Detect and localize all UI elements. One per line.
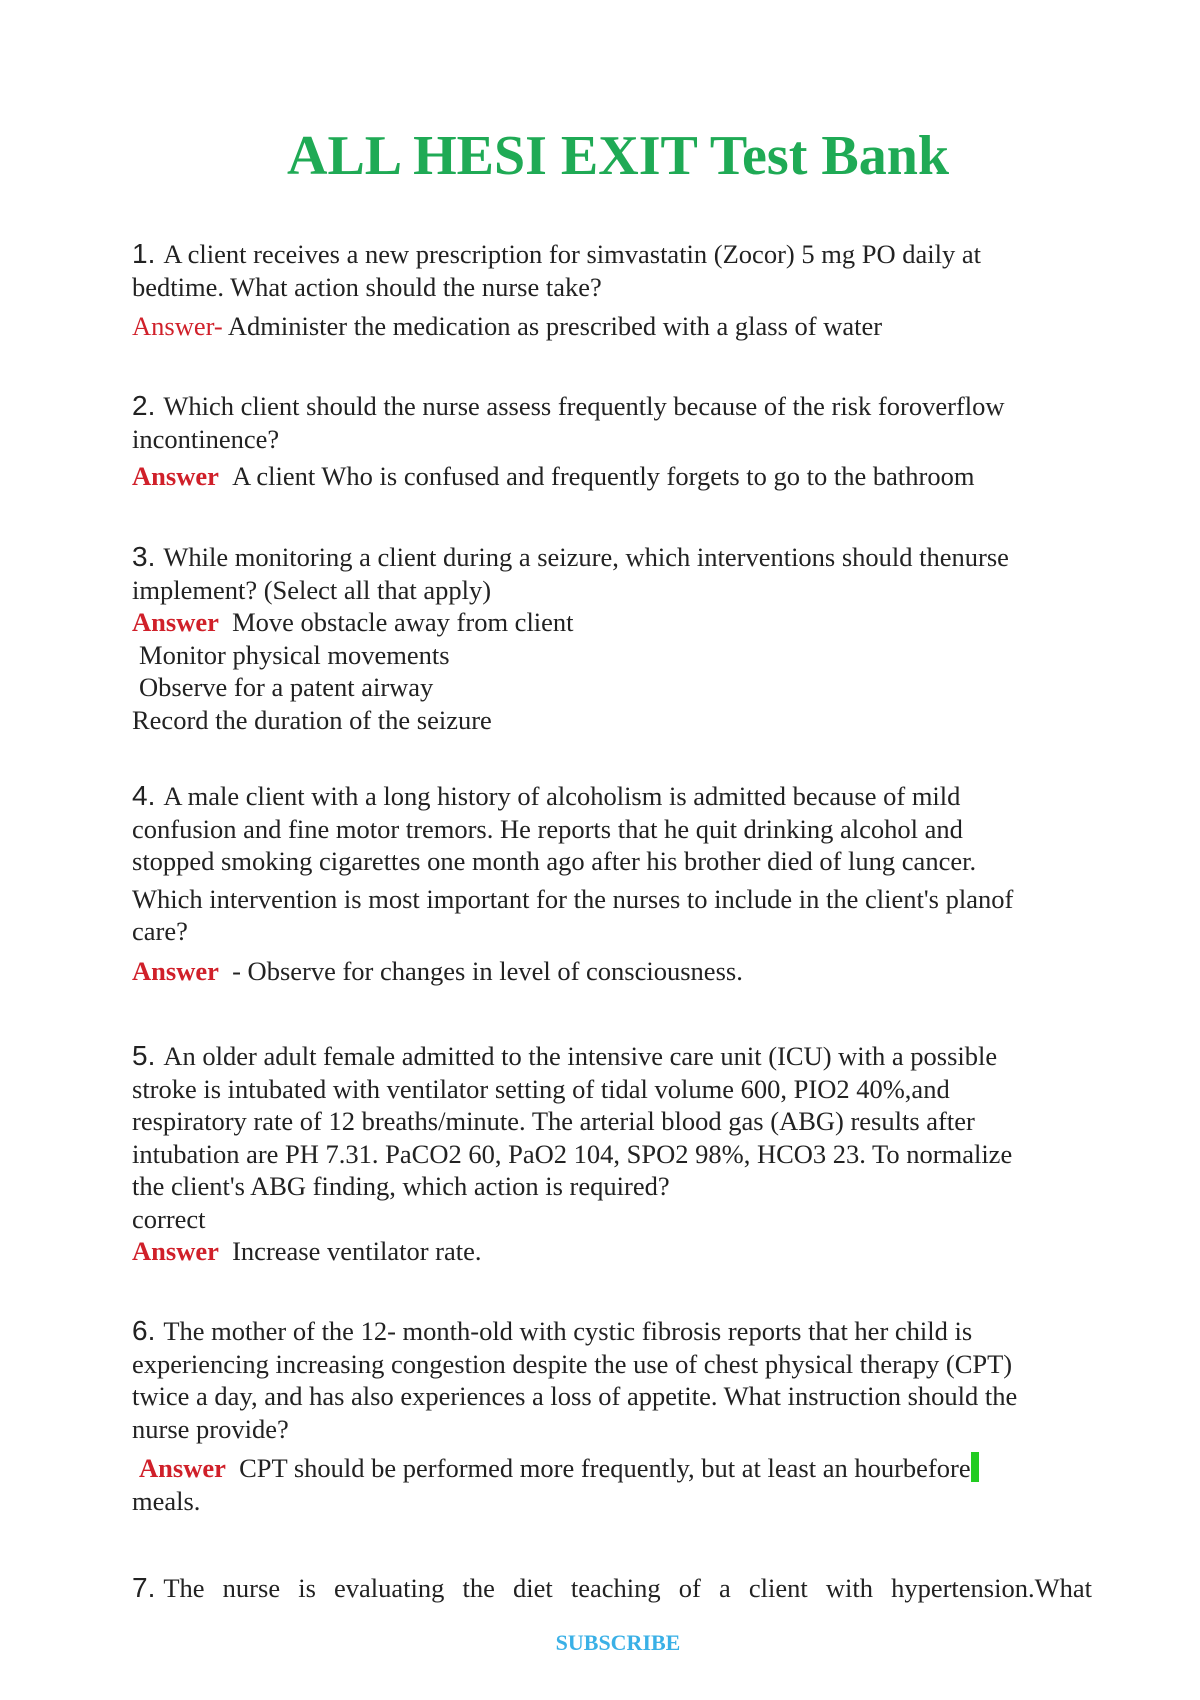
question-text: A male client with a long history of alcoholism is admitted because of mild [163, 781, 961, 811]
question-text: Which intervention is most important for the nurses to include in the client's planof [132, 883, 1014, 914]
question-text: intubation are PH 7.31. PaCO2 60, PaO2 104, SPO2 98%, HCO3 23. To normalize [132, 1138, 1013, 1169]
question-text: correct [132, 1203, 206, 1234]
question-text: The mother of the 12- month-old with cystic fibrosis reports that her child is [163, 1316, 973, 1346]
question-text: implement? (Select all that apply) [132, 574, 492, 605]
question-number: 3. [132, 541, 156, 572]
answer-label: Answer [132, 607, 219, 637]
question-number: 6. [132, 1315, 156, 1346]
question-text: stopped smoking cigarettes one month ago after his brother died of lung cancer. [132, 846, 977, 876]
answer-text: Move obstacle away from client [232, 607, 574, 637]
answer-label: Answer [139, 1453, 226, 1483]
question-text: Which client should the nurse assess frequently because of the risk foroverflow [163, 391, 1005, 421]
question-text: While monitoring a client during a seizure, which interventions should thenurse [163, 542, 1009, 572]
question-6 [132, 1315, 1092, 1517]
question-number: 7. [132, 1572, 156, 1603]
question-text: An older adult female admitted to the intensive care unit (ICU) with a possible [163, 1041, 998, 1071]
highlight-cursor-mark [971, 1452, 979, 1482]
question-text: twice a day, and has also experiences a loss of appetite. What instruction should the [132, 1381, 1018, 1411]
answer-label: Answer [132, 955, 219, 986]
question-text: the client's ABG finding, which action is required? [132, 1171, 670, 1201]
question-number: 1. [132, 238, 156, 269]
question-3 [132, 541, 1092, 736]
question-text: experiencing increasing congestion despite the use of chest physical therapy (CPT) [132, 1348, 1013, 1379]
page-title: ALL HESI EXIT Test Bank [287, 125, 949, 187]
question-4 [132, 780, 1092, 987]
question-text: bedtime. What action should the nurse take? [132, 271, 602, 302]
question-1 [132, 238, 1092, 343]
question-text: care? [132, 916, 188, 946]
question-text: incontinence? [132, 423, 280, 454]
answer-text: - Observe for changes in level of consciousness. [232, 955, 743, 986]
question-7 [132, 1572, 1092, 1605]
question-text: nurse provide? [132, 1413, 289, 1444]
answer-label: Answer [132, 461, 219, 491]
question-2 [132, 390, 1092, 493]
answer-label: Answer- [132, 311, 223, 341]
answer-text: Administer the medication as prescribed with a glass of water [227, 311, 883, 341]
answer-label: Answer [132, 1236, 219, 1266]
question-text: stroke is intubated with ventilator setting of tidal volume 600, PIO2 40%,and [132, 1073, 950, 1104]
question-number: 2. [132, 390, 156, 421]
answer-text: A client Who is confused and frequently forgets to go to the bathroom [232, 461, 975, 491]
answer-text: Increase ventilator rate. [232, 1236, 482, 1266]
question-number: 5. [132, 1040, 156, 1071]
question-5 [132, 1040, 1092, 1268]
answer-text: meals. [132, 1485, 201, 1516]
subscribe-link[interactable]: SUBSCRIBE [555, 1630, 681, 1655]
answer-text: Record the duration of the seizure [132, 704, 492, 735]
question-number: 4. [132, 780, 156, 811]
answer-text: CPT should be performed more frequently, but at least an hourbefore [239, 1453, 971, 1483]
answer-text: Observe for a patent airway [139, 672, 434, 702]
question-text: respiratory rate of 12 breaths/minute. The arterial blood gas (ABG) results after [132, 1106, 975, 1136]
question-text: confusion and fine motor tremors. He reports that he quit drinking alcohol and [132, 813, 963, 844]
question-text: The nurse is evaluating the diet teaching of a client with hypertension.What [163, 1573, 1092, 1603]
answer-text: Monitor physical movements [139, 639, 450, 670]
question-text: A client receives a new prescription for simvastatin (Zocor) 5 mg PO daily at [163, 239, 981, 269]
